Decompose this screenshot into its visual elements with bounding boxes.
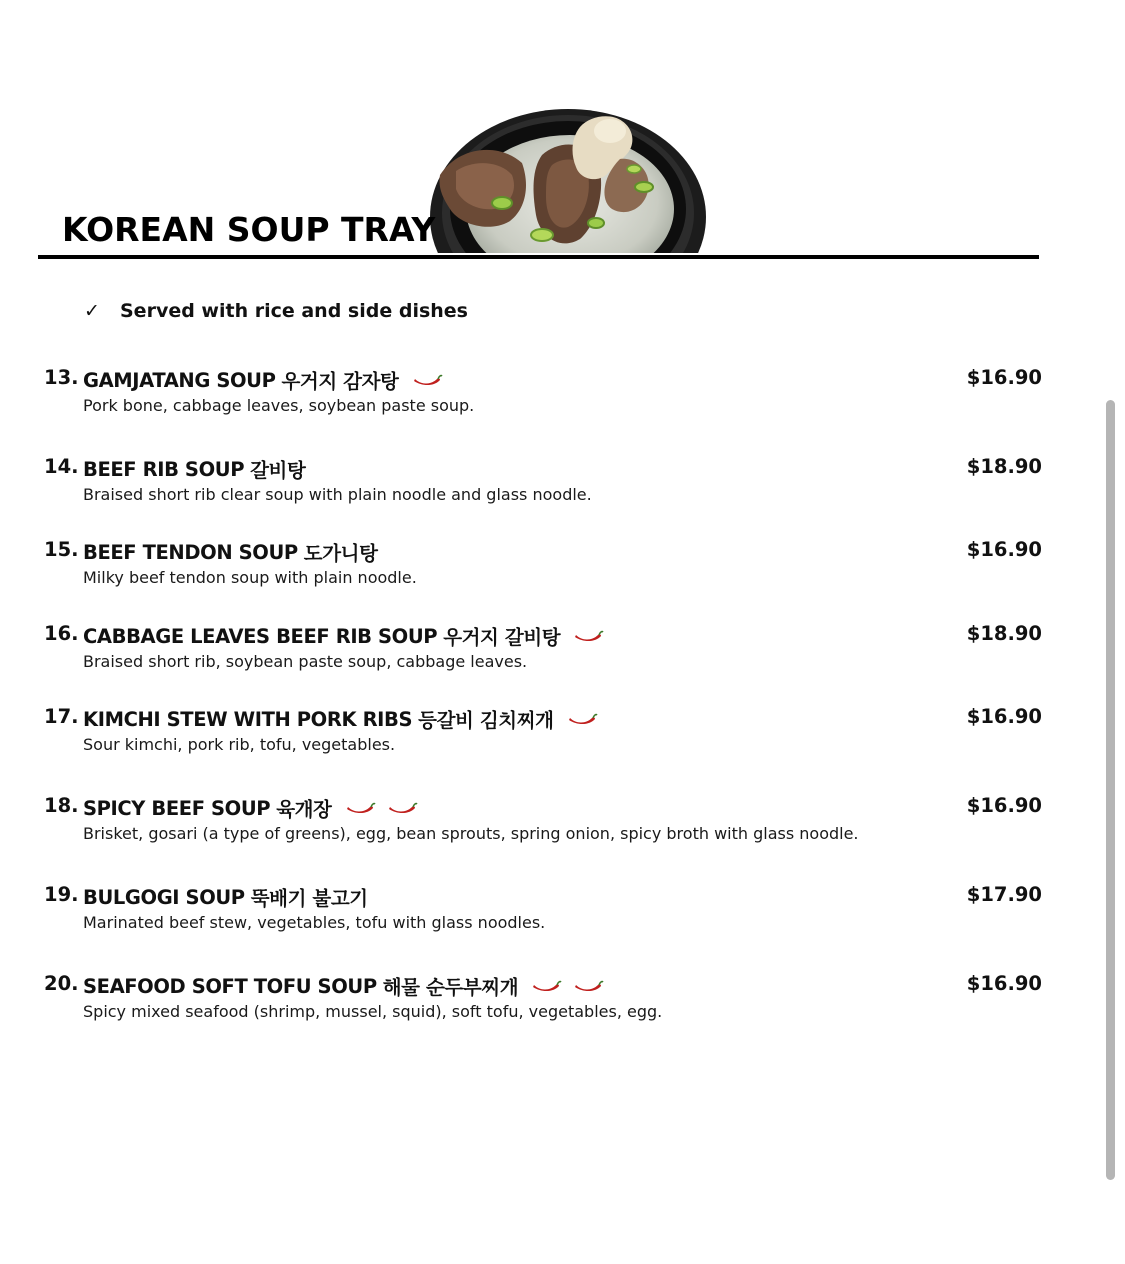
item-description: Marinated beef stew, vegetables, tofu with glass noodles. [83, 913, 546, 932]
spicy-level [568, 713, 598, 725]
item-price: $16.90 [966, 538, 1042, 561]
item-number: 13. [44, 366, 79, 389]
item-name: BULGOGI SOUP [83, 885, 245, 909]
item-name-line [83, 366, 443, 394]
item-price: $18.90 [966, 622, 1042, 645]
item-name: BEEF RIB SOUP [83, 457, 245, 481]
menu-item [44, 538, 1044, 598]
menu-item [44, 794, 1044, 854]
item-description: Braised short rib clear soup with plain noodle and glass noodle. [83, 485, 592, 504]
served-note [84, 300, 468, 322]
item-number: 17. [44, 705, 79, 728]
spicy-level [413, 374, 443, 386]
item-name: GAMJATANG SOUP [83, 368, 276, 392]
chili-pepper-icon [413, 374, 443, 386]
chili-pepper-icon [532, 980, 562, 992]
item-name-line [83, 538, 378, 566]
spicy-level [532, 980, 604, 992]
item-name: KIMCHI STEW WITH PORK RIBS [83, 707, 413, 731]
item-price: $16.90 [966, 705, 1042, 728]
item-description: Pork bone, cabbage leaves, soybean paste soup. [83, 396, 475, 415]
title-divider [38, 255, 1039, 259]
item-number: 18. [44, 794, 79, 817]
item-price: $17.90 [966, 883, 1042, 906]
item-name: BEEF TENDON SOUP [83, 540, 298, 564]
item-name-line [83, 705, 598, 733]
item-price: $16.90 [966, 366, 1042, 389]
menu-item [44, 972, 1044, 1032]
item-korean-name: 뚝배기 불고기 [250, 887, 368, 910]
item-name: SPICY BEEF SOUP [83, 796, 271, 820]
chili-pepper-icon [568, 713, 598, 725]
item-description: Sour kimchi, pork rib, tofu, vegetables. [83, 735, 396, 754]
menu-item [44, 883, 1044, 943]
item-korean-name: 해물 순두부찌개 [382, 976, 519, 999]
spicy-level [574, 630, 604, 642]
item-name-line [83, 455, 305, 483]
item-number: 20. [44, 972, 79, 995]
menu-item [44, 455, 1044, 515]
item-price: $16.90 [966, 794, 1042, 817]
chili-pepper-icon [574, 630, 604, 642]
item-price: $18.90 [966, 455, 1042, 478]
item-number: 14. [44, 455, 79, 478]
item-name-line [83, 883, 368, 911]
item-name-line [83, 622, 604, 650]
item-description: Spicy mixed seafood (shrimp, mussel, squid), soft tofu, vegetables, egg. [83, 1002, 663, 1021]
chili-pepper-icon [574, 980, 604, 992]
menu-item [44, 705, 1044, 765]
section-title: KOREAN SOUP TRAY [62, 210, 436, 249]
item-description: Braised short rib, soybean paste soup, cabbage leaves. [83, 652, 528, 671]
item-korean-name: 우거지 감자탕 [281, 370, 399, 393]
item-name-line [83, 972, 604, 1000]
item-korean-name: 우거지 갈비탕 [443, 626, 561, 649]
item-korean-name: 도가니탕 [303, 542, 378, 565]
scrollbar[interactable] [1106, 400, 1115, 1180]
item-name: CABBAGE LEAVES BEEF RIB SOUP [83, 624, 438, 648]
chili-pepper-icon [346, 802, 376, 814]
soup-bowl-image [430, 105, 710, 257]
menu-item [44, 366, 1044, 426]
item-name-line [83, 794, 418, 822]
item-name: SEAFOOD SOFT TOFU SOUP [83, 974, 377, 998]
served-note-text: Served with rice and side dishes [120, 300, 468, 322]
item-description: Brisket, gosari (a type of greens), egg, bean sprouts, spring onion, spicy broth with glass noodle. [83, 824, 859, 843]
item-number: 16. [44, 622, 79, 645]
item-number: 15. [44, 538, 79, 561]
menu-item [44, 622, 1044, 682]
chili-pepper-icon [388, 802, 418, 814]
item-description: Milky beef tendon soup with plain noodle. [83, 568, 417, 587]
item-korean-name: 갈비탕 [250, 459, 306, 482]
spicy-level [346, 802, 418, 814]
item-korean-name: 등갈비 김치찌개 [418, 709, 554, 732]
item-number: 19. [44, 883, 79, 906]
item-price: $16.90 [966, 972, 1042, 995]
item-korean-name: 육개장 [276, 798, 332, 821]
check-icon: ✓ [84, 300, 100, 322]
